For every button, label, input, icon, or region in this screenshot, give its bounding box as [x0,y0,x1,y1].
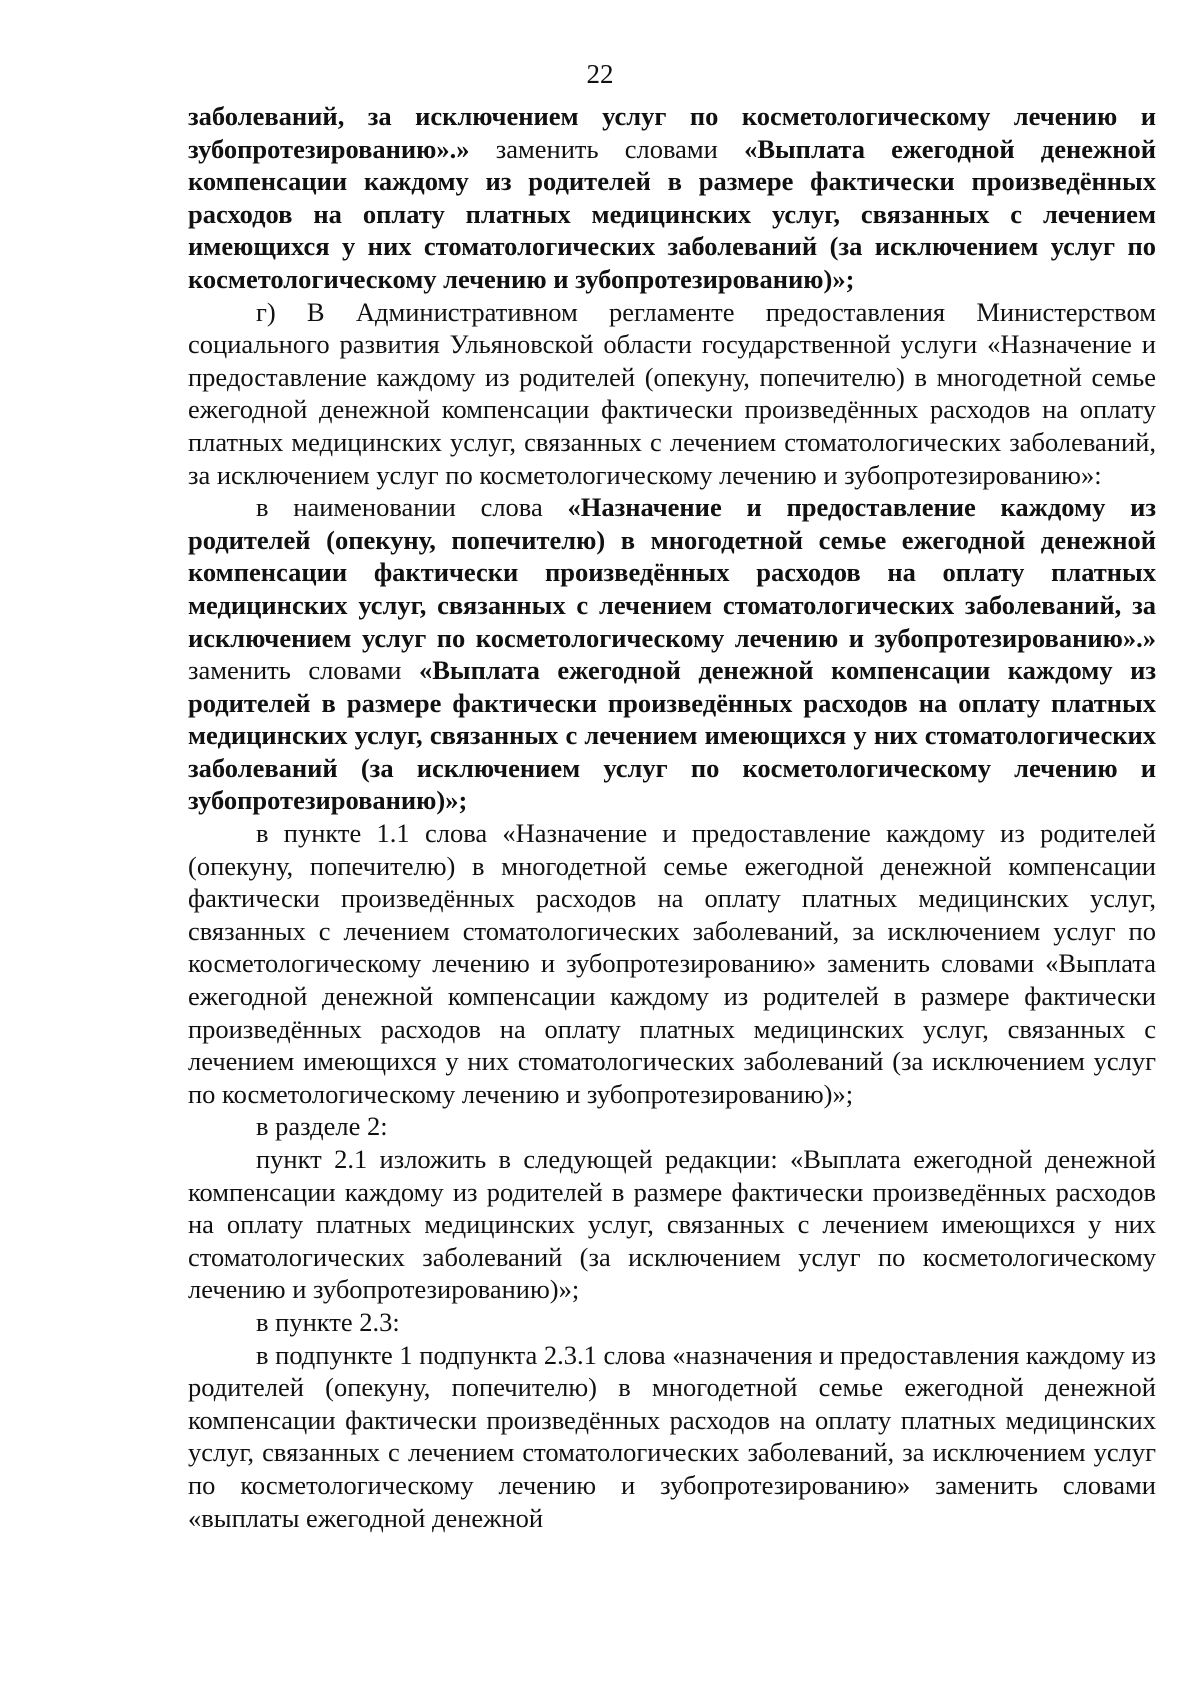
plain-text: в пункте 1.1 слова «Назначение и предоставление каждому из родителей (опекуну, попечителю) в многодетной семье ежегодной денежной компенсации фактически произведённых расходов на оплату платных медицинских услуг, связанных с лечением стоматологических заболеваний, за исключением услуг по косметологическому лечению и зубопротезированию» заменить словами «Выплата ежегодной денежной компенсации каждому из родителей в размере фактически произведённых расходов на оплату платных медицинских услуг, связанных с лечением имеющихся у них стоматологических заболеваний (за исключением услуг по косметологическому лечению и зубопротезированию)»; [188,818,1156,1109]
paragraph [188,100,1156,296]
paragraph [188,1306,1156,1339]
document-body [188,100,1156,1534]
plain-text: в пункте 2.3: [256,1306,400,1337]
plain-text: в подпункте 1 подпункта 2.3.1 слова «назначения и предоставления каждому из родителей (опекуну, попечителю) в многодетной семье ежегодной денежной компенсации фактически произведённых расходов на оплату платных медицинских услуг, связанных с лечением стоматологических заболеваний, за исключением услуг по косметологическому лечению и зубопротезированию» заменить словами «выплаты ежегодной денежной [188,1339,1156,1533]
bold-text: заболеваний, за исключением услуг по косметологическому лечению и зубопротезированию».» [188,101,1156,164]
bold-text: «Назначение и предоставление каждому из родителей (опекуну, попечителю) в многодетной семье ежегодной денежной компенсации фактически произведённых расходов на оплату платных медицинских услуг, связанных с лечением стоматологических заболеваний, за исключением услуг по косметологическому лечению и зубопротезированию».» [188,492,1156,653]
bold-text: «Выплата ежегодной денежной компенсации каждому из родителей в размере фактически произведённых расходов на оплату платных медицинских услуг, связанных с лечением имеющихся у них стоматологических заболеваний (за исключением услуг по косметологическому лечению и зубопротезированию)»; [188,655,1157,816]
plain-text: заменить словами [188,655,419,686]
plain-text: в разделе 2: [256,1111,388,1142]
paragraph [188,1143,1156,1306]
bold-text: «Выплата ежегодной денежной компенсации каждому из родителей в размере фактически произведённых расходов на оплату платных медицинских услуг, связанных с лечением имеющихся у них стоматологических заболеваний (за исключением услуг по косметологическому лечению и зубопротезированию)»; [188,133,1156,294]
paragraph [188,296,1156,492]
paragraph [188,1339,1156,1535]
paragraph [188,817,1156,1110]
page-number: 22 [586,59,614,89]
plain-text: пункт 2.1 изложить в следующей редакции: «Выплата ежегодной денежной компенсации каждому из родителей в размере фактически произведённых расходов на оплату платных медицинских услуг, связанных с лечением имеющихся у них стоматологических заболеваний (за исключением услуг по косметологическому лечению и зубопротезированию)»; [188,1144,1156,1305]
paragraph [188,1110,1156,1143]
plain-text: в наименовании слова [256,492,568,523]
plain-text: г) В Административном регламенте предоставления Министерством социального развития Ульяновской области государственной услуги «Назначение и предоставление каждому из родителей (опекуну, попечителю) в многодетной семье ежегодной денежной компенсации фактически произведённых расходов на оплату платных медицинских услуг, связанных с лечением стоматологических заболеваний, за исключением услуг по косметологическому лечению и зубопротезированию»: [188,296,1156,490]
plain-text: заменить словами [469,133,745,164]
paragraph [188,491,1156,817]
